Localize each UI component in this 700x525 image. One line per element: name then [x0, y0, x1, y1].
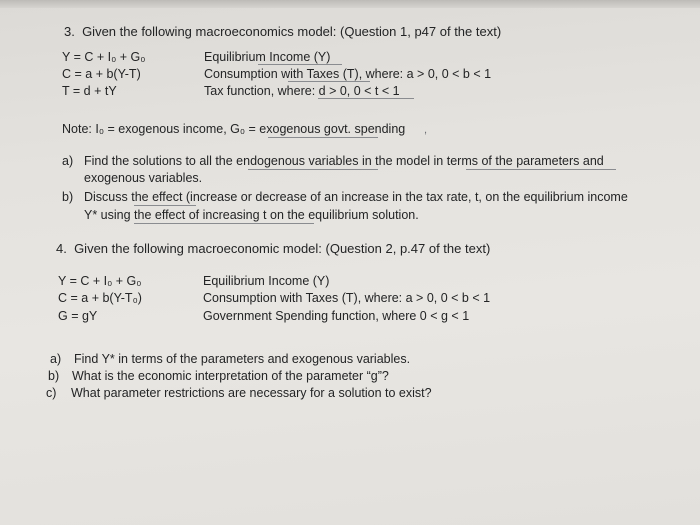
- q3-eq-1-desc: Equilibrium Income (Y): [204, 50, 331, 64]
- pencil-underline-effect: [134, 205, 196, 206]
- q3-note: Note: I₀ = exogenous income, G₀ = exogenous govt. spending: [62, 122, 406, 136]
- q3-eq-1: Y = C + I₀ + G₀: [62, 50, 146, 64]
- q4-part-b-label: b): [48, 369, 60, 383]
- q4-eq-1: Y = C + I₀ + G₀: [58, 274, 142, 288]
- q4-header: 4. Given the following macroeconomic model: (Question 2, p.47 of the text): [56, 241, 491, 256]
- q3-eq-2-desc: Consumption with Taxes (T), where: a > 0, 0 < b < 1: [204, 67, 492, 81]
- q4-part-a-line-1: Find Y* in terms of the parameters and exogenous variables.: [74, 352, 411, 366]
- pencil-tick-mark: ,: [424, 124, 428, 136]
- pencil-underline-terms-of-parameters: [466, 169, 616, 170]
- q4-part-a-label: a): [50, 352, 62, 366]
- q4-eq-1-desc: Equilibrium Income (Y): [203, 274, 330, 288]
- pencil-underline-income: [258, 64, 342, 65]
- q3-eq-3-desc: Tax function, where: d > 0, 0 < t < 1: [204, 84, 400, 98]
- q3-eq-3: T = d + tY: [62, 84, 117, 98]
- page-top-edge: [0, 0, 700, 8]
- q3-part-b-line-1: Discuss the effect (increase or decrease of an increase in the tax rate, t, on the equilibrium income: [84, 190, 628, 204]
- q3-header: 3. Given the following macroeconomics model: (Question 1, p47 of the text): [64, 24, 502, 39]
- q4-eq-3-desc: Government Spending function, where 0 < g < 1: [203, 309, 470, 323]
- q3-part-a-label: a): [62, 154, 74, 168]
- pencil-underline-tax-condition: [318, 98, 414, 99]
- q4-eq-2: C = a + b(Y-T₀): [58, 291, 142, 305]
- q3-part-a-line-1: Find the solutions to all the endogenous variables in the model in terms of the parameters and: [84, 154, 604, 168]
- pencil-underline-effect-increasing: [134, 223, 314, 224]
- q3-eq-2: C = a + b(Y-T): [62, 67, 141, 81]
- pencil-underline-taxes: [288, 81, 370, 82]
- q4-eq-2-desc: Consumption with Taxes (T), where: a > 0, 0 < b < 1: [203, 291, 491, 305]
- q4-part-c-label: c): [46, 386, 57, 400]
- q3-part-a-line-2: exogenous variables.: [84, 171, 203, 185]
- q3-part-b-label: b): [62, 190, 74, 204]
- q4-part-c-line-1: What parameter restrictions are necessary for a solution to exist?: [71, 386, 432, 400]
- q3-part-b-line-2: Y* using the effect of increasing t on the equilibrium solution.: [84, 208, 419, 222]
- pencil-underline-govt-spending: [268, 137, 378, 138]
- q4-part-b-line-1: What is the economic interpretation of the parameter “g”?: [72, 369, 389, 383]
- pencil-underline-endogenous: [248, 169, 378, 170]
- q4-eq-3: G = gY: [58, 309, 98, 323]
